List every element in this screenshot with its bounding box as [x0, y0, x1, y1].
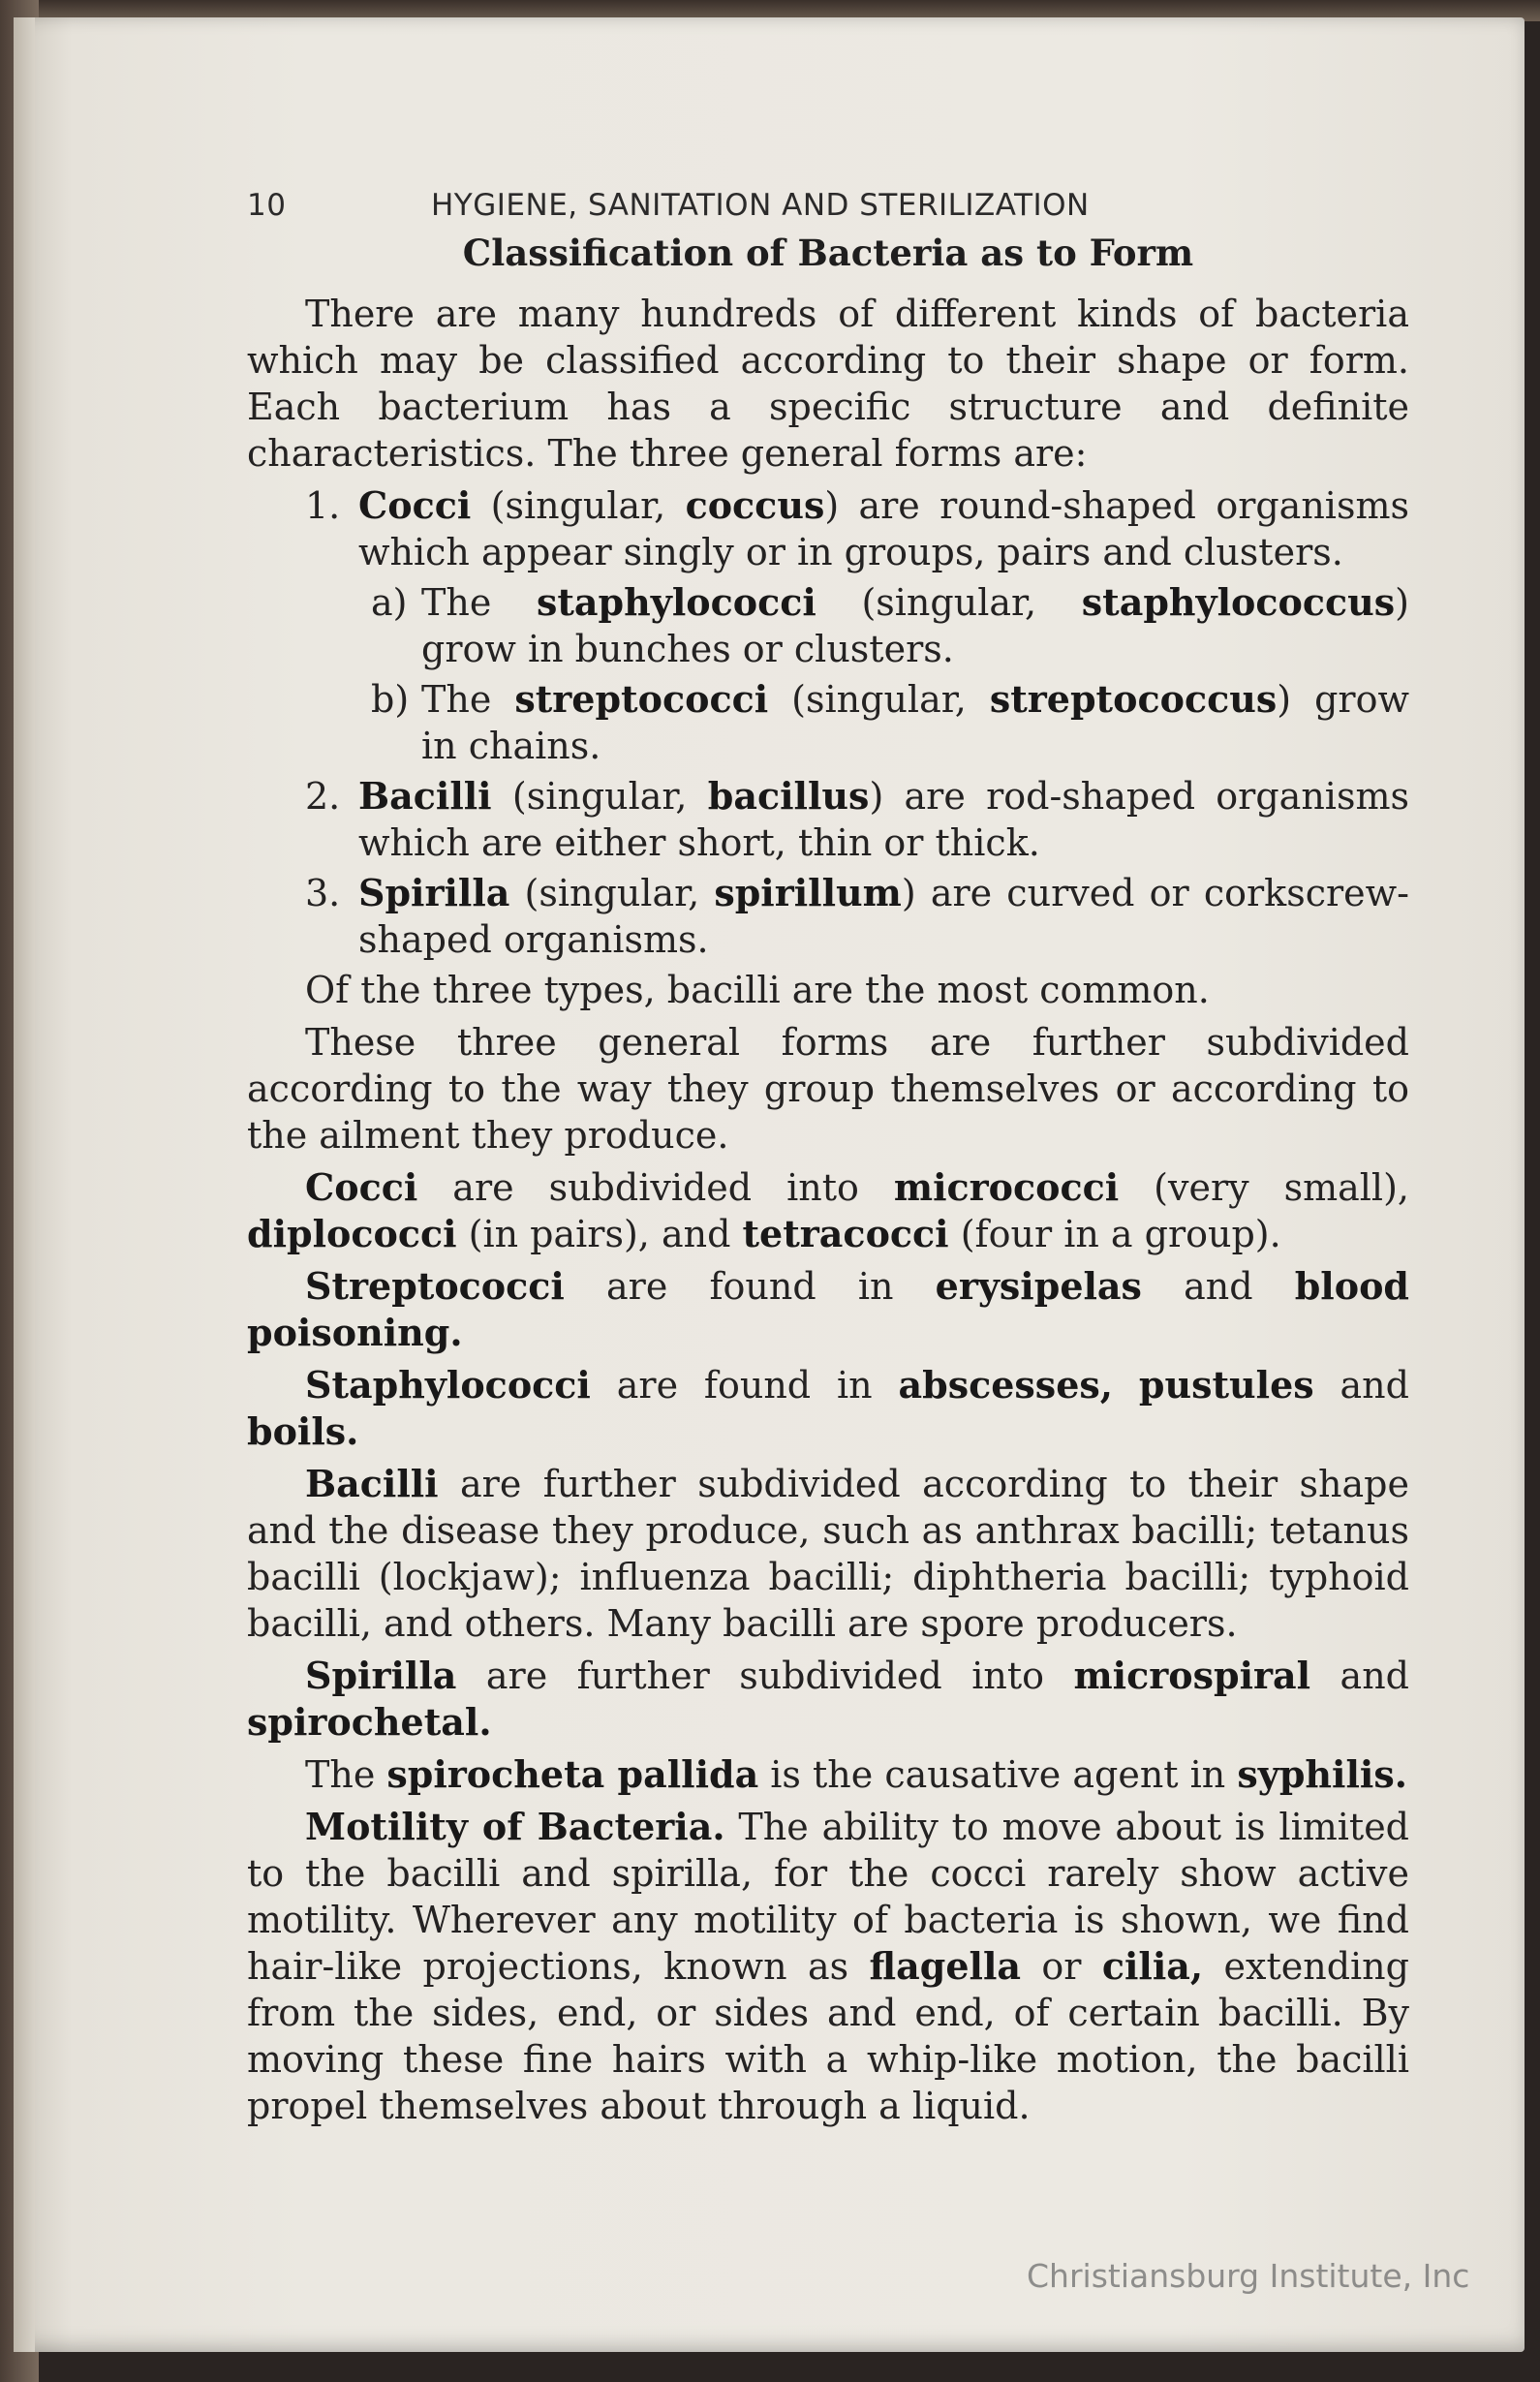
paragraph-common: Of the three types, bacilli are the most common.	[305, 969, 1210, 1011]
text	[1113, 1364, 1139, 1407]
term: diplococci	[247, 1212, 457, 1255]
term: Spirilla	[358, 871, 510, 914]
term: Streptococci	[305, 1264, 565, 1308]
text: ) are rod-shaped organisms which are either short, thin or thick.	[358, 775, 1409, 864]
text: and	[1313, 1364, 1409, 1407]
term: Bacilli	[358, 774, 492, 818]
intro-paragraph: There are many hundreds of different kinds of bacteria which may be classified according to their shape or form. Each bacterium has a specific structure and definite characteristics. The three general forms are:	[247, 293, 1409, 475]
text: The	[305, 1753, 387, 1796]
term: abscesses,	[898, 1363, 1113, 1407]
list-subitem-streptococci	[247, 676, 1409, 769]
term: Spirilla	[305, 1654, 457, 1697]
watermark: Christiansburg Institute, Inc	[1027, 2257, 1470, 2295]
text: (singular,	[509, 872, 715, 914]
list-marker: 3.	[305, 872, 341, 914]
list-item-bacilli	[247, 773, 1409, 866]
text: ) grow in bunches or clusters.	[421, 581, 1409, 670]
list-subitem-staphylococci	[247, 579, 1409, 672]
term: cilia,	[1101, 1944, 1204, 1988]
text: (singular,	[471, 484, 686, 527]
term: blood poisoning.	[247, 1264, 1409, 1354]
text: or	[1021, 1945, 1102, 1988]
term: micrococci	[893, 1165, 1120, 1209]
term: Cocci	[358, 483, 472, 527]
text: (singular,	[768, 678, 990, 721]
page-number: 10	[247, 188, 287, 223]
term: Bacilli	[305, 1462, 439, 1505]
term: pustules	[1138, 1363, 1314, 1407]
paragraph-staphylococci	[247, 1362, 1409, 1455]
term-singular: spirillum	[714, 871, 902, 914]
text: ) grow in chains.	[421, 678, 1409, 767]
text: is the causative agent in	[758, 1753, 1238, 1796]
text: The ability to move about is limited to the bacilli and spirilla, for the cocci rarely show active motility. Wherever any motility of bacteria is shown, we find hair-like projections, known as	[247, 1806, 1410, 1988]
term: erysipelas	[935, 1264, 1142, 1308]
term-singular: coccus	[685, 483, 825, 527]
paragraph-syphilis	[247, 1751, 1409, 1798]
paragraph-spirilla	[247, 1653, 1409, 1746]
term: staphylococci	[536, 580, 816, 624]
list-marker: 1.	[305, 484, 341, 527]
running-header	[247, 174, 1409, 229]
running-title: HYGIENE, SANITATION AND STERILIZATION	[431, 188, 1090, 223]
term-singular: staphylococcus	[1081, 580, 1396, 624]
term: flagella	[869, 1944, 1022, 1988]
paragraph-cocci	[247, 1164, 1409, 1257]
paragraph-forms: These three general forms are further subdivided according to the way they group themselves or according to the ailment they produce.	[247, 1021, 1409, 1157]
term: syphilis.	[1237, 1752, 1407, 1796]
paragraph-bacilli	[247, 1461, 1409, 1647]
text: The	[421, 678, 515, 721]
text: are found in	[564, 1265, 936, 1308]
text: are further subdivided according to their shape and the disease they produce, such as anthrax bacilli; tetanus bacilli (lockjaw); influenza bacilli; diphtheria bacilli; typhoid bacilli, and others. Many bacilli are spore producers.	[247, 1463, 1409, 1645]
term: Cocci	[305, 1165, 418, 1209]
text: ) are round-shaped organisms which appear singly or in groups, pairs and clusters.	[358, 484, 1409, 573]
text: (singular,	[816, 581, 1082, 624]
text: (very small),	[1119, 1166, 1409, 1209]
list-marker: b)	[371, 678, 410, 721]
paragraph-motility	[247, 1804, 1409, 2129]
text: are found in	[590, 1364, 899, 1407]
text: extending from the sides, end, or sides and end, of certain bacilli. By moving these fine hairs with a whip-like motion, the bacilli propel themselves about through a liquid.	[247, 1945, 1409, 2127]
term: spirochetal.	[247, 1700, 492, 1744]
page-content	[247, 174, 1409, 2135]
text: and	[1310, 1655, 1409, 1697]
section-title: Classification of Bacteria as to Form	[462, 232, 1194, 274]
page-gutter	[14, 17, 35, 2352]
term: streptococci	[514, 677, 769, 721]
list-marker: a)	[371, 581, 408, 624]
text: (in pairs), and	[456, 1213, 743, 1255]
subheading: Motility of Bacteria.	[305, 1805, 725, 1848]
list-item-cocci	[247, 482, 1409, 575]
term: spirocheta pallida	[386, 1752, 759, 1796]
text: (four in a group).	[948, 1213, 1281, 1255]
text: are further subdivided into	[456, 1655, 1074, 1697]
term: boils.	[247, 1409, 359, 1453]
paragraph-streptococci	[247, 1263, 1409, 1356]
list-marker: 2.	[305, 775, 341, 818]
text: (singular,	[491, 775, 708, 818]
term-singular: streptococcus	[989, 677, 1278, 721]
list-item-spirilla	[247, 870, 1409, 963]
text: ) are curved or corkscrew-shaped organisms.	[358, 872, 1409, 961]
term: microspiral	[1073, 1654, 1311, 1697]
term: tetracocci	[742, 1212, 949, 1255]
term: Staphylococci	[305, 1363, 591, 1407]
text: and	[1141, 1265, 1295, 1308]
text: The	[421, 581, 537, 624]
text: are subdivided into	[417, 1166, 894, 1209]
term-singular: bacillus	[707, 774, 870, 818]
